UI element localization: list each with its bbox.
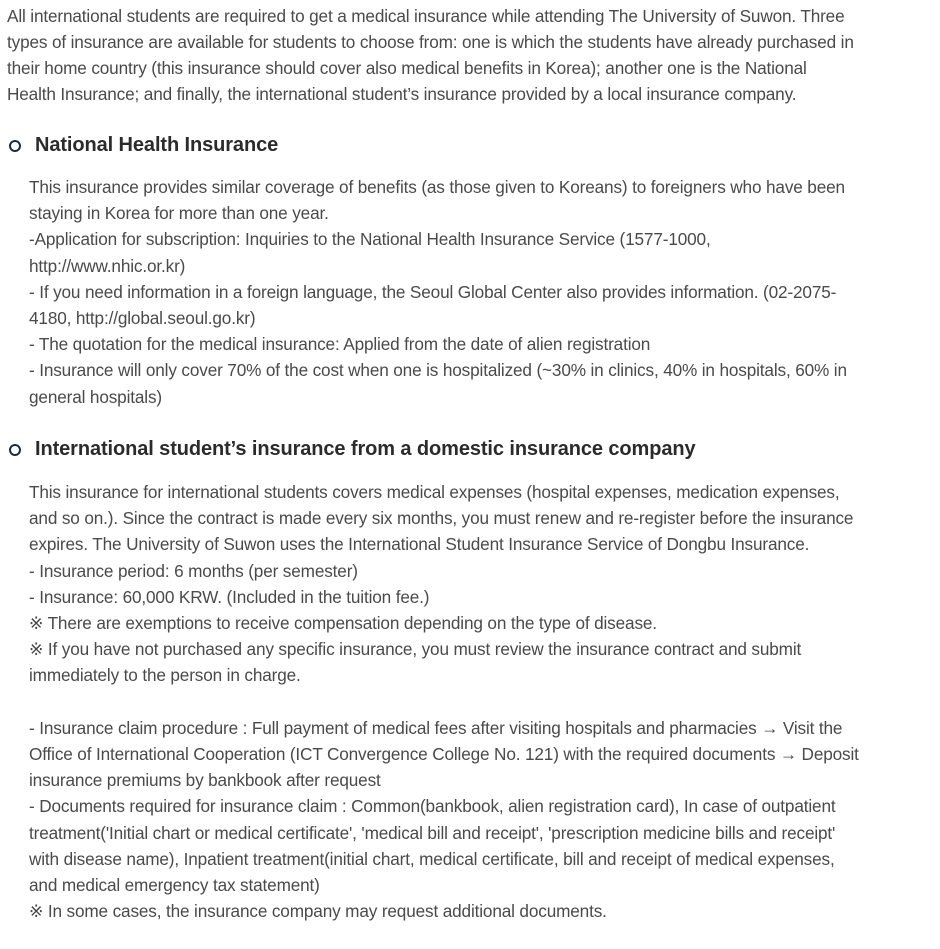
national-health-insurance-details bbox=[29, 174, 929, 410]
claim-line: - Insurance claim procedure : Full payment of medical fees after visiting hospitals and pharmacies → Visit the bbox=[29, 717, 843, 738]
claim-line: with disease name), Inpatient treatment(initial chart, medical certificate, bill and receipt of medical expenses, bbox=[29, 848, 835, 869]
detail-line: and so on.). Since the contract is made every six months, you must renew and re-register before the insurance bbox=[29, 508, 854, 529]
hollow-circle-bullet-icon bbox=[9, 140, 21, 152]
claim-line: and medical emergency tax statement) bbox=[29, 875, 320, 896]
intro-line: All international students are required to get a medical insurance while attending The University of Suwon. Three bbox=[7, 6, 845, 26]
detail-line: - Insurance period: 6 months (per semester) bbox=[29, 560, 358, 581]
section-title: National Health Insurance bbox=[35, 134, 279, 156]
detail-line: - Insurance: 60,000 KRW. (Included in the tuition fee.) bbox=[29, 586, 430, 607]
detail-line: -Application for subscription: Inquiries to the National Health Insurance Service (1577-1000, bbox=[29, 229, 711, 250]
section-heading-international-student-insurance bbox=[8, 438, 696, 461]
section-title: International student’s insurance from a domestic insurance company bbox=[35, 438, 696, 460]
detail-line: - If you need information in a foreign language, the Seoul Global Center also provides information. (02-2075- bbox=[29, 281, 837, 302]
detail-line: This insurance provides similar coverage of benefits (as those given to Koreans) to foreigners who have been bbox=[29, 177, 845, 197]
intro-line: Health Insurance; and finally, the international student’s insurance provided by a local insurance company. bbox=[7, 84, 797, 104]
section-heading-national-health-insurance bbox=[8, 134, 278, 157]
detail-line-url: http://www.nhic.or.kr) bbox=[29, 255, 186, 276]
detail-line: immediately to the person in charge. bbox=[29, 665, 301, 686]
claim-line: - Documents required for insurance claim : Common(bankbook, alien registration card), In case of outpatient bbox=[29, 796, 836, 817]
hollow-circle-bullet-icon bbox=[9, 444, 21, 456]
note-line: ※ In some cases, the insurance company may request additional documents. bbox=[29, 901, 607, 922]
note-line: ※ There are exemptions to receive compensation depending on the type of disease. bbox=[29, 613, 657, 634]
claim-line: Office of International Cooperation (ICT Convergence College No. 121) with the required documents → Deposit bbox=[29, 744, 859, 765]
claim-line: treatment('Initial chart or medical certificate', 'medical bill and receipt', 'prescription medicine bills and receipt' bbox=[29, 822, 836, 843]
detail-line: general hospitals) bbox=[29, 386, 162, 407]
note-line: ※ If you have not purchased any specific insurance, you must review the insurance contract and submit bbox=[29, 639, 802, 660]
detail-line: This insurance for international students covers medical expenses (hospital expenses, medication expenses, bbox=[29, 482, 840, 502]
paragraph-gap bbox=[29, 689, 929, 715]
detail-line: - The quotation for the medical insurance: Applied from the date of alien registration bbox=[29, 334, 651, 355]
detail-line: - Insurance will only cover 70% of the cost when one is hospitalized (~30% in clinics, 40% in hospitals, 60% in bbox=[29, 360, 847, 381]
international-student-insurance-details bbox=[29, 479, 929, 924]
intro-line: types of insurance are available for students to choose from: one is which the students have already purchased in bbox=[7, 32, 854, 52]
intro-line: their home country (this insurance should cover also medical benefits in Korea); another one is the National bbox=[7, 58, 807, 78]
intro-paragraph bbox=[7, 3, 932, 107]
detail-line-url: 4180, http://global.seoul.go.kr) bbox=[29, 308, 256, 329]
detail-line: expires. The University of Suwon uses the International Student Insurance Service of Dongbu Insurance. bbox=[29, 534, 810, 555]
claim-line: insurance premiums by bankbook after request bbox=[29, 770, 381, 791]
detail-line: staying in Korea for more than one year. bbox=[29, 203, 329, 224]
